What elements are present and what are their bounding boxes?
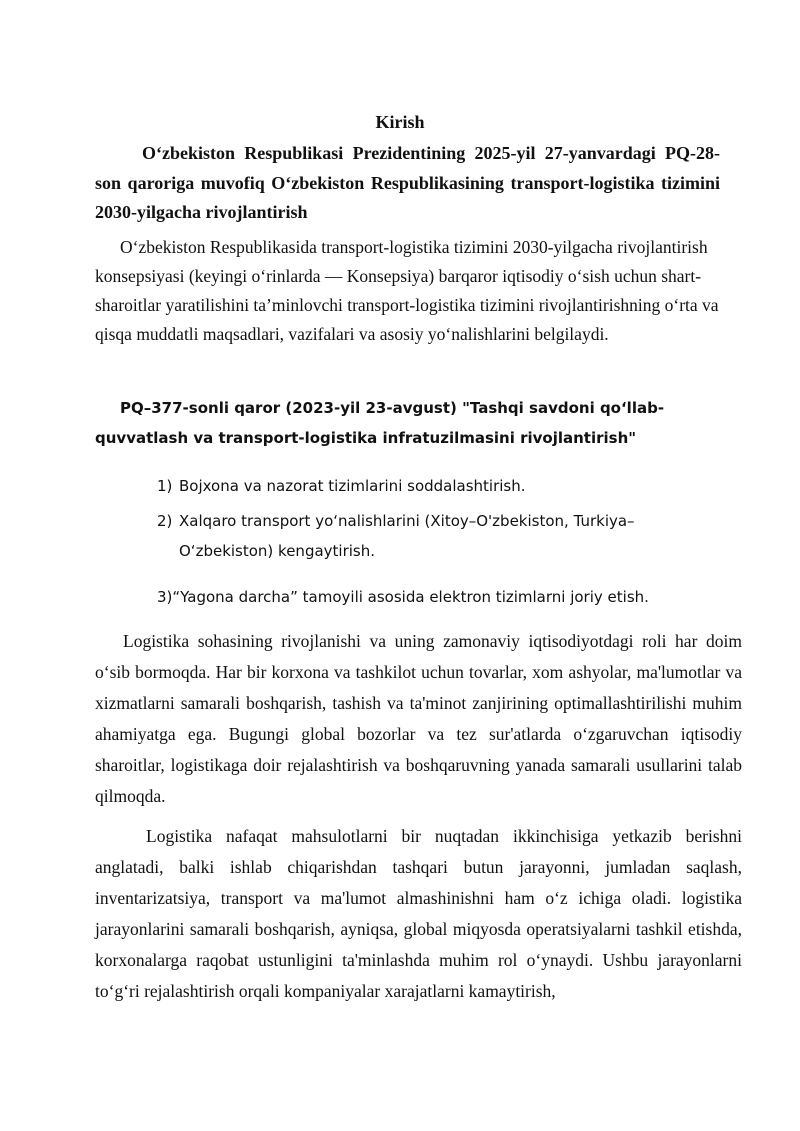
section-title: Kirish	[375, 112, 425, 132]
intro-paragraph: O‘zbekiston Respublikasida transport-logistika tizimini 2030-yilgacha rivojlantirish konsepsiyasi (keyingi o‘rinlarda — Konsepsiya) barqaror iqtisodiy o‘sish uchun shart-sharoitlar yaratilishini ta’minlovchi transport-logistika tizimini rivojlantirishning o‘rta va qisqa muddatli maqsadlari, vazifalari va asosiy yo‘nalishlarini belgilaydi.	[95, 237, 719, 344]
list-item	[157, 471, 526, 501]
section-heading: O‘zbekiston Respublikasi Prezidentining 2025-yil 27-yanvardagi PQ-28-son qaroriga muvofiq O‘zbekiston Respublikasining transport-logistika tizimini 2030-yilgacha rivojlantirish	[95, 143, 720, 222]
list-item	[157, 506, 635, 566]
list-item-number: 3)	[157, 588, 173, 606]
list-item-text: Xalqaro transport yo‘nalishlarini (Xitoy–O'zbekiston, Turkiya–	[179, 512, 635, 530]
body-paragraph-1: Logistika sohasining rivojlanishi va uning zamonaviy iqtisodiyotdagi roli har doim o‘sib bormoqda. Har bir korxona va tashkilot uchun tovarlar, xom ashyolar, ma'lumotlar va xizmatlarni samarali boshqarish, tashish va ta'minot zanjirining optimallashtirilishi muhim ahamiyatga ega. Bugungi global bozorlar va tez sur'atlarda o‘zgaruvchan iqtisodiy sharoitlar, logistikaga doir rejalashtirish va boshqaruvning yanada samarali usullarini talab qilmoqda.	[95, 631, 742, 806]
decree-heading: PQ–377-sonli qaror (2023-yil 23-avgust) "Tashqi savdoni qo‘llab-quvvatlash va transport-logistika infratuzilmasini rivojlantirish"	[95, 399, 665, 447]
list-item-text: “Yagona darcha” tamoyili asosida elektron tizimlarni joriy etish.	[172, 588, 649, 606]
list-item	[157, 582, 649, 612]
list-item-continuation: O‘zbekiston) kengaytirish.	[179, 542, 376, 560]
list-item-text: Bojxona va nazorat tizimlarini soddalashtirish.	[179, 477, 526, 495]
list-item-number: 2)	[157, 512, 173, 530]
list-item-number: 1)	[157, 477, 173, 495]
body-paragraph-2: Logistika nafaqat mahsulotlarni bir nuqtadan ikkinchisiga yetkazib berishni anglatadi, balki ishlab chiqarishdan tashqari butun jarayonni, jumladan saqlash, inventarizatsiya, transport va ma'lumot almashinishni ham o‘z ichiga oladi. logistika jarayonlarini samarali boshqarish, ayniqsa, global miqyosda operatsiyalarni tashkil etishda, korxonalarga raqobat ustunligini ta'minlashda muhim rol o‘ynaydi. Ushbu jarayonlarni to‘g‘ri rejalashtirish orqali kompaniyalar xarajatlarni kamaytirish,	[95, 826, 742, 1001]
